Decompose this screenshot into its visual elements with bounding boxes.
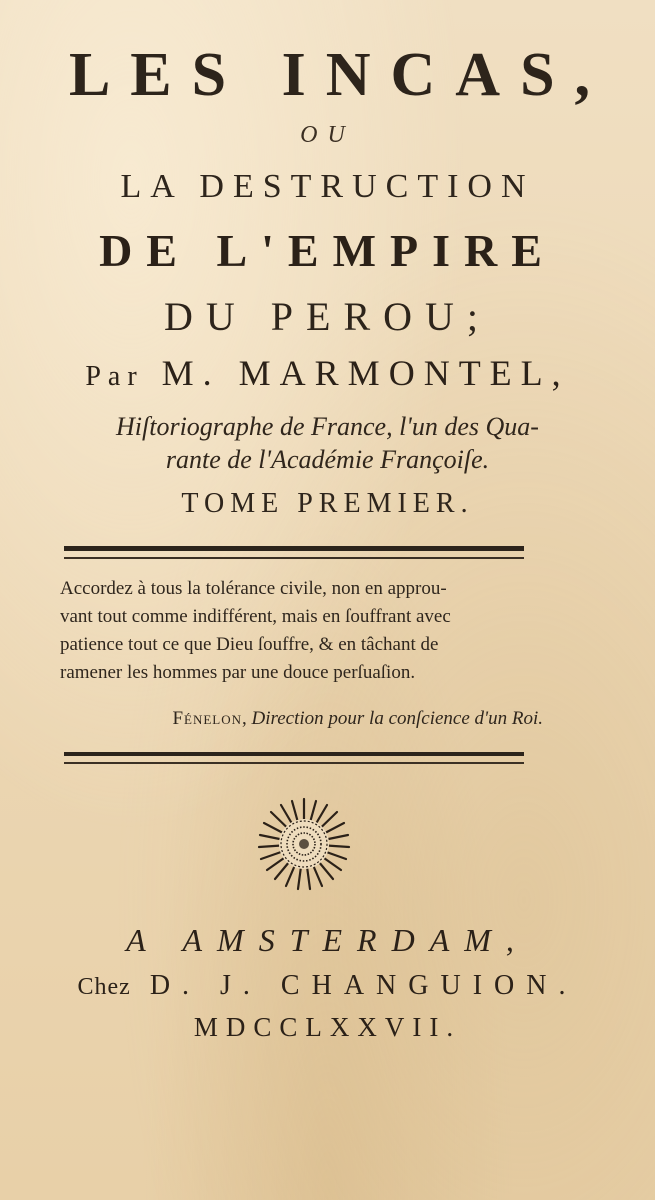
epigraph-line-3: patience tout ce que Dieu ſouffre, & en tâchant de	[60, 634, 439, 655]
author-prefix: Par	[85, 361, 144, 392]
volume-label: TOME PREMIER.	[181, 488, 474, 519]
imprint-place: A AMSTERDAM,	[126, 922, 529, 958]
book-title: LES INCAS,	[68, 41, 611, 109]
imprint-year: MDCCLXXVII.	[193, 1012, 462, 1042]
attribution-author: Fénelon	[172, 708, 243, 729]
author-name: M. MARMONTEL,	[161, 353, 570, 393]
author-role	[0, 410, 655, 476]
rule-bottom-thin	[64, 762, 524, 764]
author-line	[0, 352, 655, 394]
imprint-publisher-line	[0, 970, 655, 1002]
sunburst-ornament-icon	[256, 796, 352, 892]
subtitle-line-1: LA DESTRUCTION	[120, 168, 535, 205]
rule-top-thin	[64, 557, 524, 559]
rule-top-thick	[64, 546, 524, 551]
imprint-publisher: D. J. CHANGUION.	[149, 970, 578, 1001]
imprint-chez: Chez	[77, 974, 131, 1000]
subtitle-line-3: DU PEROU;	[163, 294, 492, 339]
author-role-line-2: rante de l'Académie Françoiſe.	[165, 445, 490, 474]
subtitle-line-2: DE L'EMPIRE	[99, 225, 556, 276]
rule-bottom-thick	[64, 752, 524, 756]
epigraph	[60, 575, 540, 687]
epigraph-attribution: Fénelon, Direction pour la conſcience d'un Roi.	[172, 708, 543, 729]
author-role-line-1: Hiſtoriographe de France, l'un des Qua-	[116, 412, 539, 441]
epigraph-line-2: vant tout comme indifférent, mais en ſouffrant avec	[60, 606, 451, 627]
epigraph-line-4: ramener les hommes par une douce perſuaſion.	[60, 662, 416, 683]
epigraph-line-1: Accordez à tous la tolérance civile, non en approu-	[60, 578, 447, 599]
subtitle-or: OU	[300, 122, 355, 148]
attribution-work: Direction pour la conſcience d'un Roi.	[251, 708, 543, 729]
